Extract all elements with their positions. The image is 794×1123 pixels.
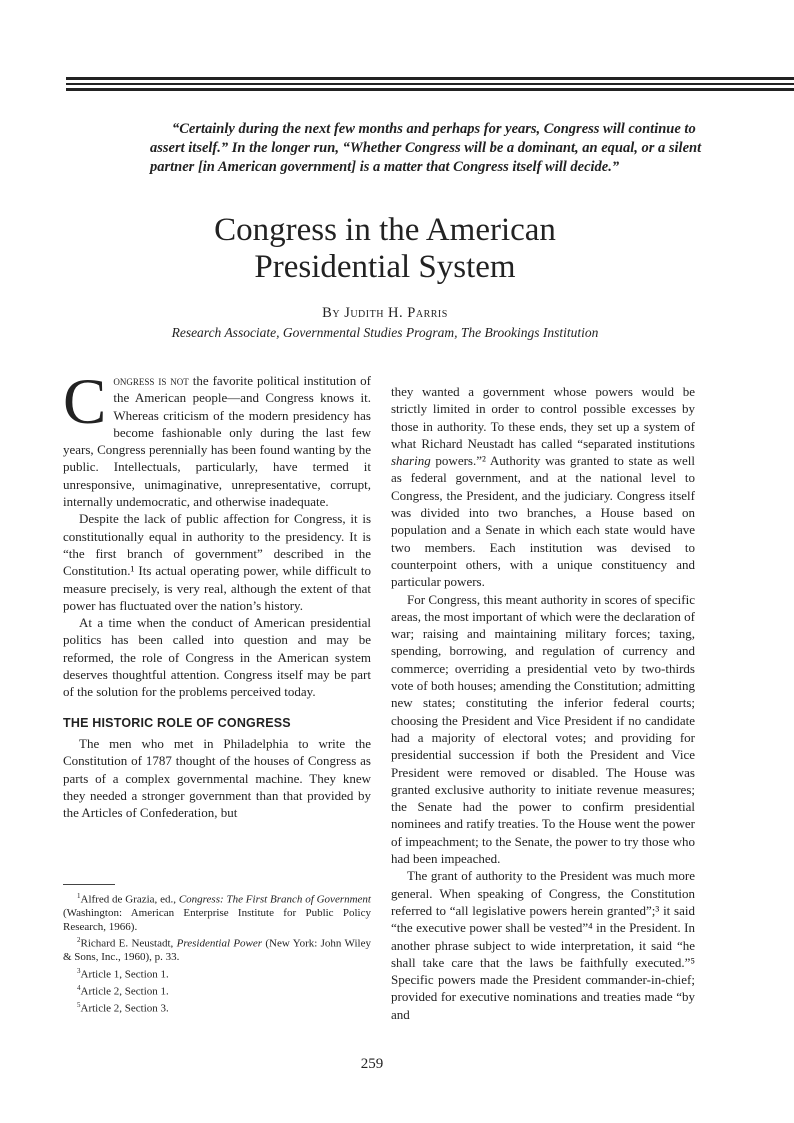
drop-cap: C bbox=[63, 366, 107, 438]
paragraph-congress-authority: For Congress, this meant authority in scores of specific areas, the most important of which were the declaration of war; raising and maintaining military forces; taxing, spending, borrowing, and regulation of currency and commerce; overriding a presidential veto by two-thirds vote of both houses; amending the Constitution; admitting new states; constituting the inferior federal courts; choosing the President and Vice President if no candidate had a majority of electoral votes; and providing for presidential succession if both the President and Vice President were removed or disabled. The House was granted exclusive authority to initiate revenue measures; the Senate had the power to confirm presidential nominees and ratify treaties. To the House went the power of impeachment; to the Senate, the power to try those who had been impeached. bbox=[391, 591, 695, 867]
footnote-1: $^1$Alfred de Grazia, ed., Congress: The First Branch of Government (Washington: American Enterprise Institute for Public Policy Research, 1966). bbox=[63, 892, 371, 933]
author-affiliation: Research Associate, Governmental Studies Program, The Brookings Institution bbox=[171, 325, 599, 340]
title-line-1: Congress in the American bbox=[214, 212, 556, 248]
paragraph-president-authority: The grant of authority to the President was much more general. When speaking of Congress, the Constitution referred to “all legislative powers herein granted”;³ it said “the executive power shall be vested”⁴ in the President. In another phrase subject to wide interpretation, it said “he shall take care that the laws be faithfully executed.”⁵ Specific powers made the President commander-in-chief; provided for executive nominations and treaties made “by and bbox=[391, 868, 695, 1022]
paragraph-philadelphia: The men who met in Philadelphia to write the Constitution of 1787 thought of the houses of Congress as parts of a complex governmental machine. They knew they needed a stronger government than that provided by the Articles of Confederation, but bbox=[63, 735, 371, 821]
title-line-2: Presidential System bbox=[254, 249, 516, 285]
footnotes bbox=[63, 890, 371, 1016]
paragraph-constitutional-equality: Despite the lack of public affection for Congress, it is constitutionally equal in authority to the presidency. It is “the first branch of government” described in the Constitution.¹ Its actual operating power, while difficult to measure precisely, is very real, although the extent of that power has fluctuated over the nation’s history. bbox=[63, 511, 371, 613]
paragraph-separated-institutions: they wanted a government whose powers would be strictly limited in order to control possible excesses by those in authority. To these ends, they set up a system of what Richard Neustadt has called “separated institutions sharing powers.”² Authority was granted to state as well as federal government, and at the national level to Congress, the President, and the judiciary. Congress itself was divided into two branches, a House based on population and a Senate in which each state would have two members. Each institution was devised to counterpoint others, with a unique constituency and particular powers. bbox=[391, 384, 695, 590]
footnote-rule bbox=[63, 884, 115, 885]
top-rule-thick-lower bbox=[66, 88, 794, 91]
intro-smallcaps: ongress is not bbox=[113, 373, 189, 388]
top-rule-thick bbox=[66, 77, 794, 80]
intro-text: the favorite political institution of the American people—and Congress knows it. Whereas criticism of the modern presidency has become fashionable only during the last few years, Congress perennially has been found wanting by the public. Intellectuals, particularly, have termed it unresponsive, unimaginative, unrepresentative, corrupt, internally undemocratic, and otherwise inadequate. bbox=[63, 373, 371, 510]
left-column bbox=[63, 366, 371, 821]
footnote-3: $^3$Article 1, Section 1. bbox=[77, 966, 169, 981]
intro-paragraph bbox=[63, 366, 371, 510]
epigraph-quote: “Certainly during the next few months and perhaps for years, Congress will continue to assert itself.” In the longer run, “Whether Congress will be a dominant, an equal, or a silent partner [in American government] is a matter that Congress itself will decide.” bbox=[150, 121, 702, 175]
footnote-4: $^4$Article 2, Section 1. bbox=[77, 983, 169, 998]
author-byline: By Judith H. Parris bbox=[322, 305, 448, 321]
footnote-5: $^5$Article 2, Section 3. bbox=[77, 1001, 169, 1015]
page-number: 259 bbox=[360, 1056, 384, 1072]
top-rule-thin bbox=[66, 83, 794, 85]
article-title bbox=[150, 212, 620, 286]
section-heading: THE HISTORIC ROLE OF CONGRESS bbox=[63, 715, 291, 730]
paragraph-presidential-politics: At a time when the conduct of American presidential politics has been called into question and may be reformed, the role of Congress in the American system deserves thoughtful attention. Congress itself may be part of the solution for the problems perceived today. bbox=[63, 615, 371, 700]
right-column bbox=[391, 383, 695, 1023]
footnote-2: $^2$Richard E. Neustadt, Presidential Power (New York: John Wiley & Sons, Inc., 1960), p. 33. bbox=[63, 936, 371, 964]
